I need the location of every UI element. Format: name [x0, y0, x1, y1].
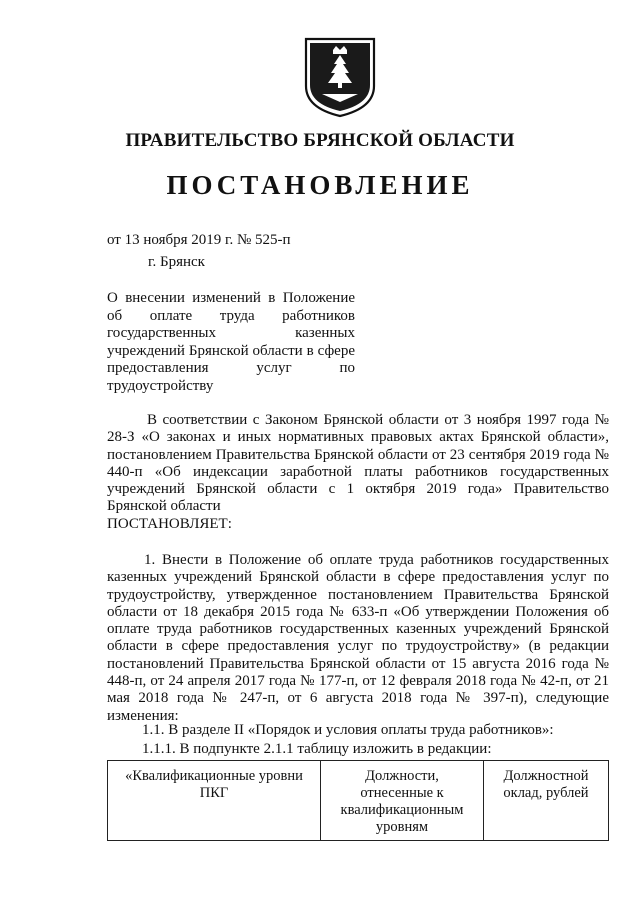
preamble-text: В соответствии с Законом Брянской области от 3 ноября 1997 года № 28-З «О законах и иных нормативных правовых актах Брянской области», постановлением Правительства Брянской области от 23 сентября 2019 года № 440-п «Об индексации заработной платы работников государственных учреждений Брянской области с 1 октября 2019 года» Правительство Брянской области	[107, 412, 609, 515]
item-1-1-1-paragraph: 1.1.1. В подпункте 2.1.1 таблицу изложить в редакции:	[142, 741, 492, 757]
table-header-qualification-levels: «Квалификационные уровни ПКГ	[108, 761, 321, 841]
item-1-text: 1. Внести в Положение об оплате труда работников государственных казенных учреждений Брянской области в сфере предоставления услуг по трудоустройству, утвержденное постановлением Правительства Брянской области от 18 декабря 2015 года № 633-п «Об утверждении Положения об оплате труда работников государственных казенных учреждений Брянской области в сфере предоставления услуг по трудоустройству» (в редакции постановлений Правительства Брянской области от 15 августа 2016 года № 448-п, от 24 апреля 2017 года № 177-п, от 12 февраля 2018 года № 42-п, от 21 мая 2018 года № 247-п, от 6 августа 2018 года № 397-п), следующие изменения:	[107, 552, 609, 724]
table-header-salary: Должностной оклад, рублей	[484, 761, 609, 841]
resolves-keyword: ПОСТАНОВЛЯЕТ:	[107, 515, 232, 532]
item-1-1-paragraph: 1.1. В разделе II «Порядок и условия оплаты труда работников»:	[142, 722, 554, 738]
salary-table	[107, 760, 609, 841]
table-header-positions: Должности, отнесенные к квалификационным уровням	[321, 761, 484, 841]
document-city: г. Брянск	[148, 254, 205, 270]
document-date-number: от 13 ноября 2019 г. № 525-п	[107, 232, 291, 248]
document-type-title: ПОСТАНОВЛЕНИЕ	[166, 170, 474, 200]
item-1-paragraph	[107, 552, 609, 725]
bryansk-coat-of-arms-icon	[302, 36, 378, 118]
document-subject: О внесении изменений в Положение об оплате труда работников государственных казенных учреждений Брянской области в сфере предоставления услуг по трудоустройству	[107, 290, 355, 394]
government-title: ПРАВИТЕЛЬСТВО БРЯНСКОЙ ОБЛАСТИ	[125, 130, 515, 151]
preamble-paragraph	[107, 412, 609, 533]
table-header-row	[108, 761, 609, 841]
